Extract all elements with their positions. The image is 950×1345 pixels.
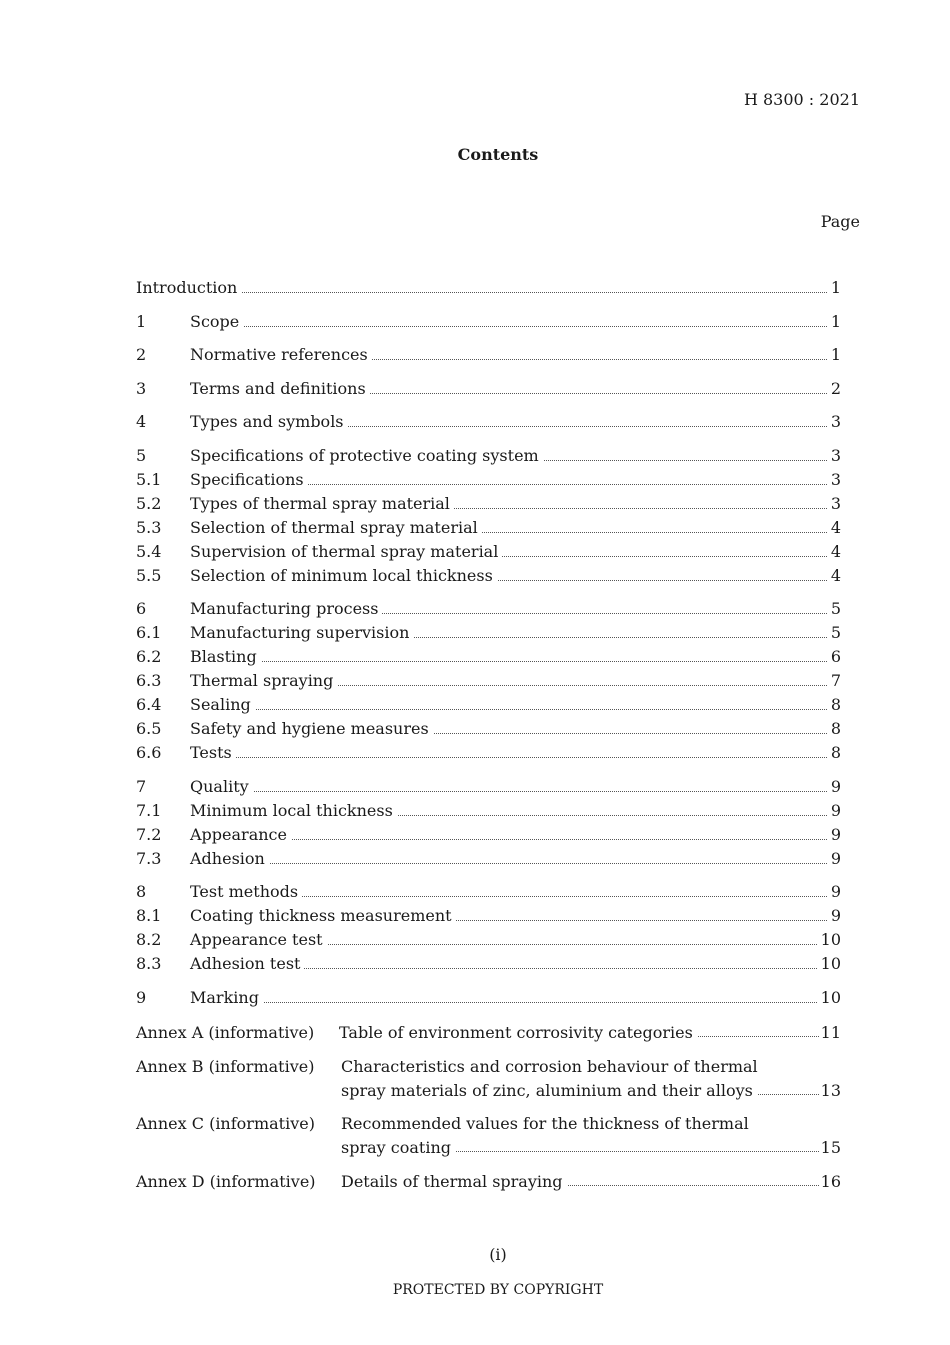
toc-entry-title: Marking — [190, 988, 263, 1008]
toc-entry-page: 4 — [828, 566, 841, 586]
toc-entry[interactable] — [136, 470, 841, 494]
toc-entry-title: Types and symbols — [190, 412, 348, 432]
annex-title-line: Details of thermal spraying — [341, 1172, 567, 1191]
toc-entry[interactable] — [136, 849, 841, 873]
toc-entry-title: Thermal spraying — [190, 671, 337, 691]
toc-entry[interactable] — [136, 743, 841, 767]
toc-entry-title: Selection of minimum local thickness — [190, 566, 497, 586]
dot-leader — [190, 863, 827, 864]
toc-entry-number: 7.1 — [136, 800, 162, 820]
toc-entry[interactable] — [136, 518, 841, 542]
dot-leader — [190, 757, 827, 758]
toc-entry-title: Specifications of protective coating system — [190, 446, 543, 466]
toc-annex-entry[interactable] — [136, 1112, 841, 1160]
toc-entry[interactable] — [136, 345, 841, 369]
toc-entry[interactable] — [136, 379, 841, 403]
toc-entry-number: 8.1 — [136, 906, 162, 925]
toc-entry-title: Normative references — [190, 345, 372, 365]
toc-entry-page: 8 — [828, 743, 841, 763]
toc-entry[interactable] — [136, 446, 841, 470]
page-column-label: Page — [820, 212, 860, 231]
annex-page: 16 — [819, 1170, 841, 1194]
toc-entry-page: 3 — [828, 470, 841, 490]
annex-title-line: Table of environment corrosivity categories — [339, 1023, 697, 1042]
table-of-contents — [136, 278, 841, 1194]
toc-entry[interactable] — [136, 777, 841, 801]
toc-entry[interactable] — [136, 954, 841, 978]
toc-entry-number: 2 — [136, 345, 147, 364]
toc-entry-title: Appearance test — [190, 930, 327, 950]
toc-entry-title: Test methods — [190, 882, 302, 902]
toc-entry[interactable] — [136, 825, 841, 849]
dot-leader — [190, 326, 827, 327]
dot-leader — [190, 661, 827, 662]
toc-entry-number: 3 — [136, 378, 147, 398]
toc-entry-title: Selection of thermal spray material — [190, 518, 482, 538]
toc-entry-page: 2 — [828, 379, 841, 399]
toc-entry[interactable] — [136, 930, 841, 954]
toc-entry-page: 10 — [818, 954, 841, 974]
toc-entry-page: 5 — [828, 599, 841, 619]
toc-entry-title: Introduction — [136, 278, 241, 298]
toc-entry-title: Terms and definitions — [190, 379, 370, 399]
toc-entry-page: 9 — [828, 825, 841, 845]
toc-entry-page: 8 — [828, 695, 841, 715]
toc-entry-title: Sealing — [190, 695, 255, 715]
annex-label: Annex B (informative) — [136, 1056, 315, 1076]
toc-entry-number: 8.3 — [136, 954, 162, 973]
annex-label: Annex C (informative) — [136, 1114, 315, 1133]
annex-page: 13 — [819, 1079, 841, 1103]
toc-entry-number: 6.5 — [136, 719, 162, 738]
dot-leader — [190, 791, 827, 792]
toc-entry[interactable] — [136, 801, 841, 825]
toc-entry-page: 8 — [828, 719, 841, 739]
toc-entry-page: 4 — [828, 542, 841, 562]
page-title: Contents — [457, 145, 539, 164]
toc-entry[interactable] — [136, 988, 841, 1012]
toc-entry[interactable] — [136, 599, 841, 623]
toc-entry-page: 6 — [828, 647, 841, 667]
toc-entry-number: 5.5 — [136, 565, 162, 585]
toc-entry[interactable] — [136, 671, 841, 695]
toc-entry-number: 7 — [136, 776, 147, 796]
toc-entry-page: 4 — [828, 518, 841, 538]
toc-entry[interactable] — [136, 278, 841, 302]
document-id: H 8300 : 2021 — [743, 90, 860, 109]
toc-entry-title: Supervision of thermal spray material — [190, 542, 502, 562]
toc-entry-number: 8.2 — [136, 930, 162, 949]
toc-entry-title: Adhesion test — [190, 954, 304, 974]
toc-entry-title: Quality — [190, 777, 253, 797]
toc-entry-page: 7 — [828, 671, 841, 691]
annex-title-line: spray coating — [341, 1138, 455, 1157]
toc-entry-page: 1 — [828, 312, 841, 332]
toc-entry-number: 8 — [136, 882, 147, 901]
toc-entry-title: Manufacturing process — [190, 599, 382, 619]
toc-entry-title: Adhesion — [190, 849, 269, 869]
toc-entry-number: 6.3 — [136, 671, 162, 690]
toc-entry-title: Coating thickness measurement — [190, 906, 456, 926]
toc-entry-page: 9 — [828, 849, 841, 869]
toc-entry[interactable] — [136, 647, 841, 671]
toc-entry-title: Minimum local thickness — [190, 801, 397, 821]
toc-entry-number: 6.2 — [136, 647, 162, 666]
toc-entry-page: 3 — [828, 494, 841, 514]
toc-annex-entry[interactable] — [136, 1170, 841, 1194]
toc-entry-number: 5.2 — [136, 493, 162, 513]
toc-entry[interactable] — [136, 719, 841, 743]
toc-annex-entry[interactable] — [136, 1021, 841, 1045]
toc-entry-page: 9 — [828, 906, 841, 926]
toc-entry-title: Manufacturing supervision — [190, 623, 413, 643]
toc-entry[interactable] — [136, 412, 841, 436]
toc-entry-number: 6 — [136, 599, 147, 618]
annex-title-line: Characteristics and corrosion behaviour of thermal — [341, 1057, 762, 1076]
annex-title-line: spray materials of zinc, aluminium and their alloys — [341, 1081, 757, 1100]
toc-entry-title: Blasting — [190, 647, 261, 667]
toc-entry[interactable] — [136, 906, 841, 930]
toc-entry-number: 7.3 — [136, 848, 162, 868]
annex-page: 15 — [819, 1136, 841, 1160]
toc-entry-page: 9 — [828, 777, 841, 797]
toc-entry-number: 5 — [136, 445, 147, 465]
toc-entry-number: 6.1 — [136, 623, 162, 642]
copyright-notice: PROTECTED BY COPYRIGHT — [392, 1282, 604, 1298]
toc-entry-title: Tests — [190, 743, 236, 763]
toc-entry[interactable] — [136, 882, 841, 906]
toc-entry-number: 5.4 — [136, 541, 162, 561]
toc-entry[interactable] — [136, 623, 841, 647]
toc-entry-title: Appearance — [190, 825, 291, 845]
toc-annex-entry[interactable] — [136, 1055, 841, 1103]
toc-entry-number: 5.1 — [136, 469, 162, 489]
toc-entry-page: 5 — [828, 623, 841, 643]
toc-entry[interactable] — [136, 566, 841, 590]
toc-entry-number: 9 — [136, 987, 147, 1007]
toc-entry-page: 9 — [828, 801, 841, 821]
toc-entry[interactable] — [136, 312, 841, 336]
toc-entry-title: Specifications — [190, 470, 308, 490]
annex-label: Annex D (informative) — [136, 1171, 316, 1191]
toc-entry-number: 4 — [136, 412, 147, 431]
annex-page: 11 — [819, 1021, 841, 1045]
toc-entry[interactable] — [136, 695, 841, 719]
toc-entry-title: Safety and hygiene measures — [190, 719, 433, 739]
toc-entry-title: Scope — [190, 312, 243, 332]
toc-entry-page: 10 — [818, 930, 841, 950]
annex-title-line: Recommended values for the thickness of thermal — [341, 1114, 753, 1133]
toc-entry[interactable] — [136, 494, 841, 518]
toc-entry-page: 1 — [828, 278, 841, 298]
footer-page-number: (i) — [489, 1245, 507, 1264]
dot-leader — [190, 709, 827, 710]
toc-entry-title: Types of thermal spray material — [190, 494, 454, 514]
toc-entry-number: 6.6 — [136, 743, 162, 762]
toc-entry[interactable] — [136, 542, 841, 566]
toc-entry-number: 5.3 — [136, 517, 162, 537]
dot-leader — [190, 1002, 827, 1003]
toc-entry-number: 6.4 — [136, 695, 162, 714]
toc-entry-page: 3 — [828, 412, 841, 432]
toc-entry-number: 1 — [136, 311, 147, 331]
toc-entry-number: 7.2 — [136, 824, 162, 844]
toc-entry-page: 10 — [818, 988, 841, 1008]
toc-entry-page: 9 — [828, 882, 841, 902]
toc-entry-page: 1 — [828, 345, 841, 365]
annex-label: Annex A (informative) — [136, 1023, 315, 1042]
toc-entry-page: 3 — [828, 446, 841, 466]
